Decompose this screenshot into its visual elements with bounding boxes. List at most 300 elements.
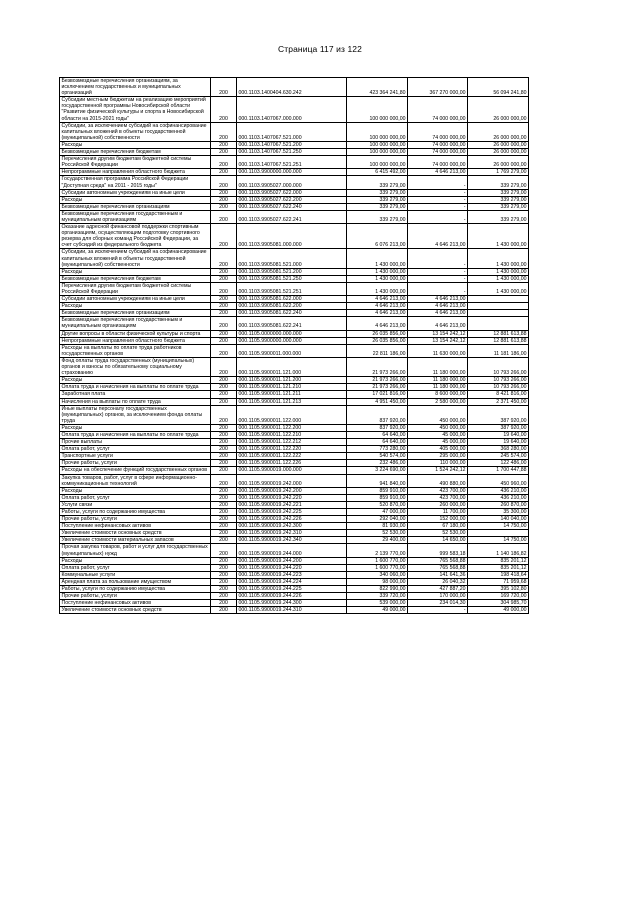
budget-classification-code-cell: 000.1103.9905081.000.000: [237, 224, 347, 249]
table-row: [60, 460, 529, 467]
budget-classification-code-cell: 000.1105.9900019.244.223: [237, 571, 347, 578]
table-row: [60, 530, 529, 537]
executed-amount-cell: 450 000,00: [408, 424, 468, 431]
budget-classification-code-cell: 000.1103.9905027.622.200: [237, 196, 347, 203]
line-code-cell: 200: [211, 431, 237, 438]
line-code-cell: 200: [211, 156, 237, 169]
approved-amount-cell: 22 811 186,00: [347, 344, 408, 357]
budget-classification-code-cell: 000.1105.9900011.121.213: [237, 398, 347, 405]
table-row: [60, 122, 529, 141]
line-code-cell: 200: [211, 303, 237, 310]
executed-amount-cell: 11 700,00: [408, 509, 468, 516]
approved-amount-cell: 340 060,00: [347, 571, 408, 578]
approved-amount-cell: 232 486,00: [347, 460, 408, 467]
unexecuted-amount-cell: 14 750,00: [468, 537, 529, 544]
unexecuted-amount-cell: 304 985,70: [468, 600, 529, 607]
unexecuted-amount-cell: 140 040,00: [468, 516, 529, 523]
indicator-name-cell: Работы, услуги по содержанию имущества: [60, 509, 211, 516]
approved-amount-cell: 1 600 770,00: [347, 557, 408, 564]
approved-amount-cell: 773 280,00: [347, 446, 408, 453]
budget-classification-code-cell: 000.1105.9900019.244.220: [237, 564, 347, 571]
table-row: [60, 474, 529, 487]
budget-classification-code-cell: 000.1103.1407067.521.200: [237, 141, 347, 148]
page-number-header: Страница 117 из 122: [278, 44, 362, 54]
approved-amount-cell: 64 640,00: [347, 431, 408, 438]
line-code-cell: 200: [211, 149, 237, 156]
executed-amount-cell: 13 154 242,12: [408, 337, 468, 344]
executed-amount-cell: -: [408, 176, 468, 189]
budget-classification-code-cell: 000.1105.0000000.000.000: [237, 330, 347, 337]
unexecuted-amount-cell: 835 201,12: [468, 557, 529, 564]
line-code-cell: 200: [211, 578, 237, 585]
executed-amount-cell: 260 000,00: [408, 501, 468, 508]
approved-amount-cell: 1 430 000,00: [347, 268, 408, 275]
table-row: [60, 224, 529, 249]
approved-amount-cell: 423 364 241,80: [347, 78, 408, 97]
indicator-name-cell: Работы, услуги по содержанию имущества: [60, 586, 211, 593]
executed-amount-cell: 4 646 213,00: [408, 169, 468, 176]
unexecuted-amount-cell: 14 750,00: [468, 523, 529, 530]
budget-classification-code-cell: 000.1105.9900019.244.300: [237, 600, 347, 607]
budget-classification-code-cell: 000.1103.9905081.521.250: [237, 275, 347, 282]
approved-amount-cell: 1 600 770,00: [347, 564, 408, 571]
approved-amount-cell: 1 430 000,00: [347, 282, 408, 295]
indicator-name-cell: Арендная плата за пользование имуществом: [60, 578, 211, 585]
indicator-name-cell: Безвозмездные перечисления организациям: [60, 310, 211, 317]
line-code-cell: 200: [211, 176, 237, 189]
line-code-cell: 200: [211, 141, 237, 148]
budget-classification-code-cell: 000.1103.1407067.521.000: [237, 122, 347, 141]
approved-amount-cell: 29 400,00: [347, 537, 408, 544]
line-code-cell: 200: [211, 97, 237, 122]
approved-amount-cell: 100 000 000,00: [347, 141, 408, 148]
budget-classification-code-cell: 000.1103.9905027.622.000: [237, 189, 347, 196]
unexecuted-amount-cell: [468, 530, 529, 537]
budget-classification-code-cell: 000.1105.9900011.121.210: [237, 384, 347, 391]
indicator-name-cell: Начисления на выплаты по оплате труда: [60, 398, 211, 405]
indicator-name-cell: Оплата труда и начисления на выплаты по оплате труда: [60, 384, 211, 391]
indicator-name-cell: Субсидии автономным учреждениям на иные цели: [60, 189, 211, 196]
line-code-cell: 200: [211, 398, 237, 405]
approved-amount-cell: 21 973 266,00: [347, 357, 408, 376]
line-code-cell: 200: [211, 586, 237, 593]
budget-classification-code-cell: 000.1105.9900019.244.226: [237, 593, 347, 600]
approved-amount-cell: 21 973 266,00: [347, 384, 408, 391]
unexecuted-amount-cell: 245 574,00: [468, 453, 529, 460]
table-row: [60, 431, 529, 438]
unexecuted-amount-cell: 26 000 000,00: [468, 156, 529, 169]
indicator-name-cell: Расходы: [60, 141, 211, 148]
unexecuted-amount-cell: 1 430 000,00: [468, 268, 529, 275]
approved-amount-cell: 339 279,00: [347, 176, 408, 189]
budget-classification-code-cell: 000.1105.9900011.122.226: [237, 460, 347, 467]
executed-amount-cell: -: [408, 282, 468, 295]
indicator-name-cell: Безвозмездные перечисления государственным и муниципальным организациям: [60, 210, 211, 223]
approved-amount-cell: 859 910,00: [347, 494, 408, 501]
indicator-name-cell: Прочие работы, услуги: [60, 593, 211, 600]
line-code-cell: 200: [211, 474, 237, 487]
line-code-cell: 200: [211, 509, 237, 516]
line-code-cell: 200: [211, 544, 237, 557]
budget-classification-code-cell: 000.1105.9900019.244.224: [237, 578, 347, 585]
executed-amount-cell: 423 700,00: [408, 487, 468, 494]
line-code-cell: 200: [211, 607, 237, 614]
unexecuted-amount-cell: 10 793 266,00: [468, 357, 529, 376]
approved-amount-cell: 6 076 213,00: [347, 224, 408, 249]
unexecuted-amount-cell: 26 000 000,00: [468, 122, 529, 141]
indicator-name-cell: Расходы: [60, 424, 211, 431]
executed-amount-cell: -: [408, 268, 468, 275]
line-code-cell: 200: [211, 405, 237, 424]
table-row: [60, 557, 529, 564]
line-code-cell: 200: [211, 337, 237, 344]
budget-classification-code-cell: 000.1103.9905081.521.200: [237, 268, 347, 275]
executed-amount-cell: 11 630 000,00: [408, 344, 468, 357]
approved-amount-cell: 539 000,00: [347, 600, 408, 607]
table-row: [60, 169, 529, 176]
line-code-cell: 200: [211, 564, 237, 571]
indicator-name-cell: Безвозмездные перечисления бюджетам: [60, 149, 211, 156]
executed-amount-cell: 110 000,00: [408, 460, 468, 467]
line-code-cell: 200: [211, 275, 237, 282]
unexecuted-amount-cell: 10 793 266,00: [468, 384, 529, 391]
table-row: [60, 176, 529, 189]
budget-classification-code-cell: 000.1105.9900000.000.000: [237, 337, 347, 344]
indicator-name-cell: Транспортные услуги: [60, 453, 211, 460]
approved-amount-cell: 4 646 213,00: [347, 303, 408, 310]
table-body: [60, 78, 529, 614]
unexecuted-amount-cell: 169 720,00: [468, 593, 529, 600]
table-row: [60, 439, 529, 446]
approved-amount-cell: 339 279,00: [347, 196, 408, 203]
table-row: [60, 494, 529, 501]
indicator-name-cell: Фонд оплаты труда государственных (муниципальных) органов и взносы по обязательному социальному страхованию: [60, 357, 211, 376]
indicator-name-cell: Заработная плата: [60, 391, 211, 398]
indicator-name-cell: Услуги связи: [60, 501, 211, 508]
budget-classification-code-cell: 000.1103.9905027.622.240: [237, 203, 347, 210]
unexecuted-amount-cell: [468, 310, 529, 317]
unexecuted-amount-cell: 1 430 000,00: [468, 275, 529, 282]
approved-amount-cell: 941 840,00: [347, 474, 408, 487]
line-code-cell: 200: [211, 453, 237, 460]
indicator-name-cell: Прочие работы, услуги: [60, 516, 211, 523]
approved-amount-cell: 837 920,00: [347, 424, 408, 431]
approved-amount-cell: 100 000 000,00: [347, 97, 408, 122]
approved-amount-cell: 339 279,00: [347, 189, 408, 196]
line-code-cell: 200: [211, 460, 237, 467]
executed-amount-cell: 295 000,00: [408, 453, 468, 460]
indicator-name-cell: Поступление нефинансовых активов: [60, 523, 211, 530]
unexecuted-amount-cell: 436 210,00: [468, 487, 529, 494]
executed-amount-cell: 45 000,00: [408, 439, 468, 446]
unexecuted-amount-cell: 8 421 816,00: [468, 391, 529, 398]
table-row: [60, 156, 529, 169]
unexecuted-amount-cell: 339 279,00: [468, 176, 529, 189]
unexecuted-amount-cell: 1 140 186,82: [468, 544, 529, 557]
table-row: [60, 303, 529, 310]
executed-amount-cell: 2 580 000,00: [408, 398, 468, 405]
table-row: [60, 537, 529, 544]
indicator-name-cell: Перечисления другим бюджетам бюджетной системы Российской Федерации: [60, 282, 211, 295]
unexecuted-amount-cell: 19 640,00: [468, 439, 529, 446]
executed-amount-cell: 13 154 242,12: [408, 330, 468, 337]
unexecuted-amount-cell: 1 769 279,00: [468, 169, 529, 176]
indicator-name-cell: Увеличение стоимости основных средств: [60, 530, 211, 537]
unexecuted-amount-cell: 26 000 000,00: [468, 97, 529, 122]
approved-amount-cell: 859 910,00: [347, 487, 408, 494]
table-row: [60, 310, 529, 317]
budget-classification-code-cell: 000.1105.9900019.244.000: [237, 544, 347, 557]
line-code-cell: 200: [211, 501, 237, 508]
budget-classification-code-cell: 000.1105.9900011.121.000: [237, 357, 347, 376]
table-row: [60, 97, 529, 122]
unexecuted-amount-cell: 368 280,00: [468, 446, 529, 453]
line-code-cell: 200: [211, 424, 237, 431]
budget-classification-code-cell: 000.1103.1400404.630.242: [237, 78, 347, 97]
line-code-cell: 200: [211, 446, 237, 453]
budget-classification-code-cell: 000.1105.9900019.242.200: [237, 487, 347, 494]
unexecuted-amount-cell: 56 094 241,80: [468, 78, 529, 97]
table-row: [60, 509, 529, 516]
indicator-name-cell: Безвозмездные перечисления организациям: [60, 203, 211, 210]
budget-classification-code-cell: 000.1105.9900019.242.225: [237, 509, 347, 516]
budget-classification-code-cell: 000.1105.9900019.242.220: [237, 494, 347, 501]
executed-amount-cell: 8 600 000,00: [408, 391, 468, 398]
budget-classification-code-cell: 000.1105.9900019.242.300: [237, 523, 347, 530]
indicator-name-cell: Расходы: [60, 268, 211, 275]
budget-classification-code-cell: 000.1103.9905081.521.000: [237, 249, 347, 268]
executed-amount-cell: -: [408, 249, 468, 268]
approved-amount-cell: 4 951 450,00: [347, 398, 408, 405]
approved-amount-cell: 1 430 000,00: [347, 249, 408, 268]
executed-amount-cell: 74 000 000,00: [408, 149, 468, 156]
indicator-name-cell: Непрограммные направления областного бюджета: [60, 337, 211, 344]
approved-amount-cell: 100 000 000,00: [347, 156, 408, 169]
line-code-cell: 200: [211, 224, 237, 249]
table-row: [60, 607, 529, 614]
budget-classification-code-cell: 000.1105.9900019.242.310: [237, 530, 347, 537]
indicator-name-cell: Закупка товаров, работ, услуг в сфере информационно-коммуникационных технологий: [60, 474, 211, 487]
approved-amount-cell: 81 930,00: [347, 523, 408, 530]
unexecuted-amount-cell: 1 430 000,00: [468, 282, 529, 295]
executed-amount-cell: -: [408, 203, 468, 210]
unexecuted-amount-cell: 198 418,64: [468, 571, 529, 578]
table-row: [60, 210, 529, 223]
indicator-name-cell: Субсидии автономным учреждениям на иные цели: [60, 296, 211, 303]
executed-amount-cell: 423 700,00: [408, 494, 468, 501]
budget-classification-code-cell: 000.1103.9905081.622.000: [237, 296, 347, 303]
indicator-name-cell: Расходы: [60, 487, 211, 494]
table-row: [60, 501, 529, 508]
executed-amount-cell: 74 000 000,00: [408, 97, 468, 122]
line-code-cell: 200: [211, 377, 237, 384]
table-row: [60, 523, 529, 530]
executed-amount-cell: 152 000,00: [408, 516, 468, 523]
executed-amount-cell: 14 650,00: [408, 537, 468, 544]
approved-amount-cell: 52 530,00: [347, 530, 408, 537]
line-code-cell: 200: [211, 203, 237, 210]
indicator-name-cell: Субсидии местным бюджетам на реализацию мероприятий государственной программы Новосибирской области "Развитие физической культуры и спорта в Новосибирской области на 2015-2021 годы": [60, 97, 211, 122]
budget-classification-code-cell: 000.1105.9900011.122.220: [237, 446, 347, 453]
executed-amount-cell: 67 180,00: [408, 523, 468, 530]
budget-classification-code-cell: 000.1105.9900019.244.200: [237, 557, 347, 564]
executed-amount-cell: 234 014,30: [408, 600, 468, 607]
table-row: [60, 571, 529, 578]
table-row: [60, 149, 529, 156]
line-code-cell: 200: [211, 384, 237, 391]
line-code-cell: 200: [211, 593, 237, 600]
unexecuted-amount-cell: 26 000 000,00: [468, 149, 529, 156]
line-code-cell: 200: [211, 537, 237, 544]
indicator-name-cell: Прочие работы, услуги: [60, 460, 211, 467]
table-row: [60, 203, 529, 210]
executed-amount-cell: 11 180 000,00: [408, 357, 468, 376]
budget-classification-code-cell: 000.1105.9900019.244.310: [237, 607, 347, 614]
table-row: [60, 564, 529, 571]
line-code-cell: 200: [211, 310, 237, 317]
unexecuted-amount-cell: 71 959,68: [468, 578, 529, 585]
table-row: [60, 141, 529, 148]
unexecuted-amount-cell: 450 960,00: [468, 474, 529, 487]
executed-amount-cell: 45 000,00: [408, 431, 468, 438]
indicator-name-cell: Оплата работ, услуг: [60, 564, 211, 571]
unexecuted-amount-cell: 387 920,00: [468, 405, 529, 424]
budget-classification-code-cell: 000.1105.9900019.242.226: [237, 516, 347, 523]
table-row: [60, 384, 529, 391]
budget-classification-code-cell: 000.1105.9900019.244.225: [237, 586, 347, 593]
executed-amount-cell: 999 583,18: [408, 544, 468, 557]
executed-amount-cell: 490 880,00: [408, 474, 468, 487]
table-row: [60, 467, 529, 474]
indicator-name-cell: Субсидии, за исключением субсидий на софинансирование капитальных вложений в объекты государственной (муниципальной) собственности: [60, 249, 211, 268]
table-row: [60, 593, 529, 600]
indicator-name-cell: Увеличение стоимости основных средств: [60, 607, 211, 614]
budget-classification-code-cell: 000.1105.9900019.242.221: [237, 501, 347, 508]
table-row: [60, 268, 529, 275]
unexecuted-amount-cell: 35 300,00: [468, 509, 529, 516]
line-code-cell: 200: [211, 196, 237, 203]
table-row: [60, 600, 529, 607]
unexecuted-amount-cell: 2 371 450,00: [468, 398, 529, 405]
table-row: [60, 78, 529, 97]
table-row: [60, 282, 529, 295]
indicator-name-cell: Расходы: [60, 557, 211, 564]
indicator-name-cell: Расходы: [60, 303, 211, 310]
executed-amount-cell: 450 000,00: [408, 405, 468, 424]
line-code-cell: 200: [211, 249, 237, 268]
unexecuted-amount-cell: 1 700 447,88: [468, 467, 529, 474]
table-row: [60, 249, 529, 268]
executed-amount-cell: 4 646 213,00: [408, 303, 468, 310]
budget-classification-code-cell: 000.1103.9900000.000.000: [237, 169, 347, 176]
line-code-cell: 200: [211, 189, 237, 196]
approved-amount-cell: 17 021 816,00: [347, 391, 408, 398]
indicator-name-cell: Оказание адресной финансовой поддержки спортивным организациям, осуществляющим подготовку спортивного резерва для сборных команд Российской Федерации, за счет субсидий из федерального бюджета: [60, 224, 211, 249]
unexecuted-amount-cell: 339 279,00: [468, 196, 529, 203]
approved-amount-cell: 26 035 856,00: [347, 337, 408, 344]
line-code-cell: 200: [211, 600, 237, 607]
approved-amount-cell: 100 000 000,00: [347, 122, 408, 141]
table-row: [60, 296, 529, 303]
executed-amount-cell: 52 530,00: [408, 530, 468, 537]
unexecuted-amount-cell: 339 279,00: [468, 189, 529, 196]
approved-amount-cell: 49 000,00: [347, 607, 408, 614]
approved-amount-cell: 4 646 213,00: [347, 310, 408, 317]
executed-amount-cell: -: [408, 196, 468, 203]
line-code-cell: 200: [211, 571, 237, 578]
table-row: [60, 337, 529, 344]
executed-amount-cell: 1 524 242,12: [408, 467, 468, 474]
approved-amount-cell: 4 646 213,00: [347, 296, 408, 303]
indicator-name-cell: Поступление нефинансовых активов: [60, 600, 211, 607]
budget-classification-code-cell: 000.1103.9905081.622.241: [237, 317, 347, 330]
executed-amount-cell: -: [408, 210, 468, 223]
unexecuted-amount-cell: 1 430 000,00: [468, 224, 529, 249]
budget-classification-code-cell: 000.1105.9900011.121.200: [237, 377, 347, 384]
unexecuted-amount-cell: 339 279,00: [468, 203, 529, 210]
budget-classification-code-cell: 000.1105.9900011.122.210: [237, 431, 347, 438]
executed-amount-cell: 4 646 213,00: [408, 296, 468, 303]
table-row: [60, 196, 529, 203]
line-code-cell: 200: [211, 268, 237, 275]
line-code-cell: 200: [211, 78, 237, 97]
unexecuted-amount-cell: 260 870,00: [468, 501, 529, 508]
line-code-cell: 200: [211, 210, 237, 223]
executed-amount-cell: 4 646 213,00: [408, 317, 468, 330]
budget-classification-code-cell: 000.1105.9900011.122.200: [237, 424, 347, 431]
table-row: [60, 446, 529, 453]
unexecuted-amount-cell: 10 793 266,00: [468, 377, 529, 384]
indicator-name-cell: Прочая закупка товаров, работ и услуг для государственных (муниципальных) нужд: [60, 544, 211, 557]
approved-amount-cell: 540 574,00: [347, 453, 408, 460]
unexecuted-amount-cell: 12 881 613,88: [468, 330, 529, 337]
indicator-name-cell: Перечисления другим бюджетам бюджетной системы Российской Федерации: [60, 156, 211, 169]
approved-amount-cell: 2 139 770,00: [347, 544, 408, 557]
executed-amount-cell: -: [408, 607, 468, 614]
approved-amount-cell: 4 646 213,00: [347, 317, 408, 330]
approved-amount-cell: 26 035 856,00: [347, 330, 408, 337]
indicator-name-cell: Прочие выплаты: [60, 439, 211, 446]
executed-amount-cell: 427 887,20: [408, 586, 468, 593]
approved-amount-cell: 520 870,00: [347, 501, 408, 508]
table-row: [60, 398, 529, 405]
executed-amount-cell: 765 568,88: [408, 564, 468, 571]
executed-amount-cell: -: [408, 275, 468, 282]
table-row: [60, 330, 529, 337]
indicator-name-cell: Коммунальные услуги: [60, 571, 211, 578]
budget-classification-code-cell: 000.1105.9900019.242.000: [237, 474, 347, 487]
budget-classification-code-cell: 000.1105.9900011.000.000: [237, 344, 347, 357]
line-code-cell: 200: [211, 530, 237, 537]
executed-amount-cell: 74 000 000,00: [408, 141, 468, 148]
approved-amount-cell: 3 224 690,00: [347, 467, 408, 474]
executed-amount-cell: 4 646 213,00: [408, 310, 468, 317]
executed-amount-cell: 367 270 000,00: [408, 78, 468, 97]
line-code-cell: 200: [211, 391, 237, 398]
executed-amount-cell: 405 000,00: [408, 446, 468, 453]
indicator-name-cell: Оплата работ, услуг: [60, 446, 211, 453]
executed-amount-cell: 141 641,36: [408, 571, 468, 578]
executed-amount-cell: 74 000 000,00: [408, 156, 468, 169]
indicator-name-cell: Расходы: [60, 196, 211, 203]
unexecuted-amount-cell: 11 181 186,00: [468, 344, 529, 357]
unexecuted-amount-cell: 19 640,00: [468, 431, 529, 438]
budget-classification-code-cell: 000.1105.9900011.121.211: [237, 391, 347, 398]
budget-classification-code-cell: 000.1103.1407067.521.251: [237, 156, 347, 169]
unexecuted-amount-cell: [468, 303, 529, 310]
unexecuted-amount-cell: 122 486,00: [468, 460, 529, 467]
table-row: [60, 487, 529, 494]
